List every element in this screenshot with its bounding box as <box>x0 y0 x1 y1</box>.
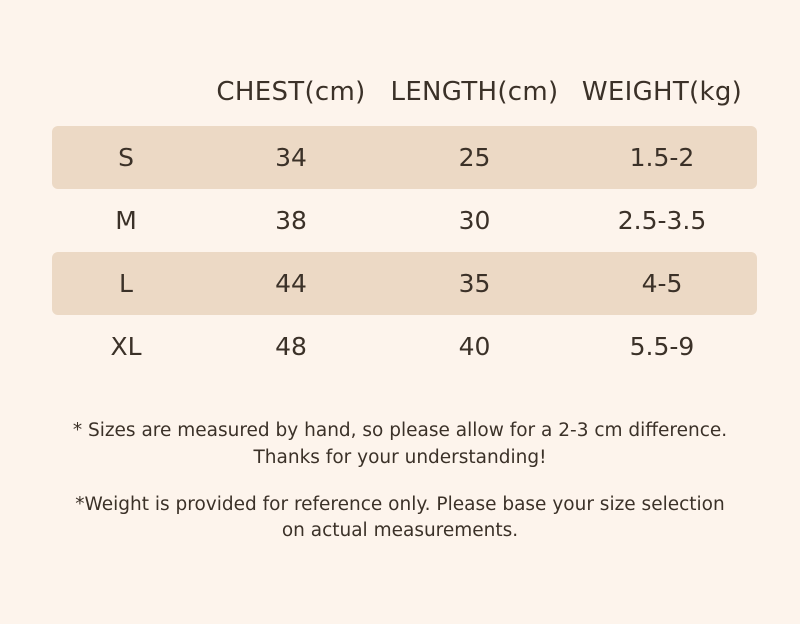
cell-size: XL <box>110 332 142 361</box>
note-measurement-line-2: Thanks for your understanding! <box>253 446 547 468</box>
notes-section <box>0 418 800 545</box>
row-spacer-left <box>0 315 52 378</box>
table-header-row <box>0 58 800 126</box>
cell-weight: 2.5-3.5 <box>617 206 707 235</box>
cell-size: L <box>52 252 200 315</box>
table-row <box>0 252 800 315</box>
note-weight-line-2: on actual measurements. <box>281 520 519 542</box>
cell-chest: 44 <box>200 252 382 315</box>
cell-chest: 48 <box>275 332 307 361</box>
table-row <box>0 315 800 378</box>
table-row <box>0 189 800 252</box>
table-row <box>0 126 800 189</box>
cell-length: 30 <box>458 206 491 235</box>
note-measurement-line-1: * Sizes are measured by hand, so please allow for a 2-3 cm difference. <box>72 420 728 441</box>
cell-size: S <box>52 126 200 189</box>
size-chart-table <box>0 58 800 378</box>
row-spacer-right <box>757 189 800 252</box>
cell-length: 40 <box>458 332 491 361</box>
row-spacer-left <box>0 252 52 315</box>
note-weight-line-1: *Weight is provided for reference only. Please base your size selection <box>75 493 725 515</box>
row-spacer-right <box>757 252 800 315</box>
header-spacer-right <box>757 58 800 126</box>
cell-chest: 34 <box>200 126 382 189</box>
column-header-size <box>52 58 200 126</box>
cell-length: 25 <box>382 126 567 189</box>
column-header-length: LENGTH(cm) <box>390 77 559 107</box>
note-weight <box>0 492 800 546</box>
cell-weight: 4-5 <box>567 252 757 315</box>
cell-size: M <box>115 206 137 235</box>
column-header-weight: WEIGHT(kg) <box>581 77 743 107</box>
header-spacer-left <box>0 58 52 126</box>
column-header-chest: CHEST(cm) <box>216 77 366 107</box>
cell-weight: 1.5-2 <box>567 126 757 189</box>
row-spacer-right <box>757 315 800 378</box>
note-measurement <box>0 418 800 472</box>
row-spacer-left <box>0 189 52 252</box>
size-table-grid <box>0 58 800 378</box>
cell-chest: 38 <box>275 206 307 235</box>
cell-length: 35 <box>382 252 567 315</box>
row-spacer-right <box>757 126 800 189</box>
cell-weight: 5.5-9 <box>629 332 695 361</box>
row-spacer-left <box>0 126 52 189</box>
